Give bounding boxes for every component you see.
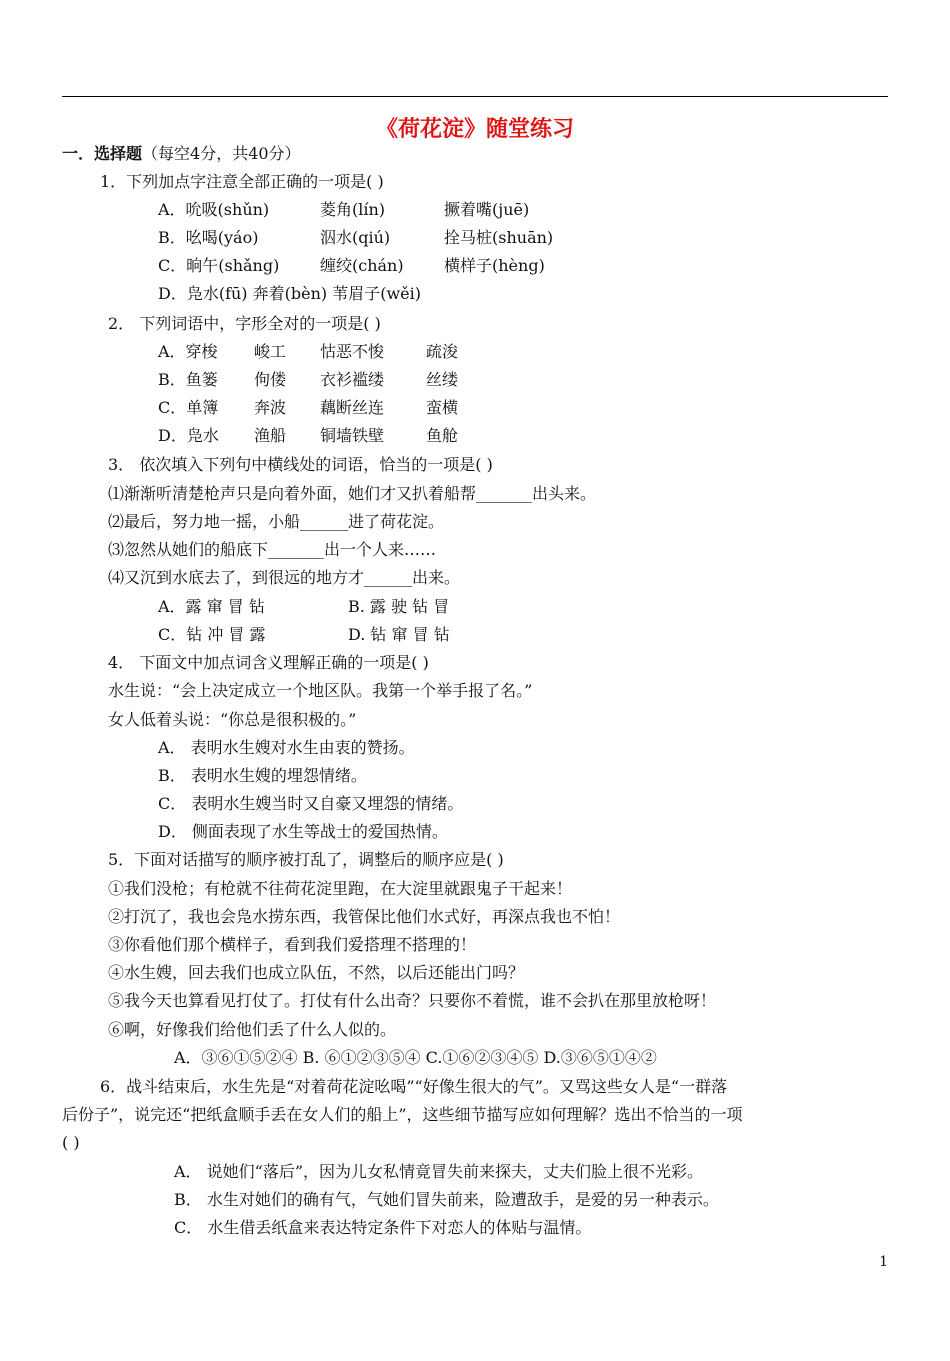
q3-sentence-1: ⑴渐渐听清楚枪声只是向着外面，她们才又扒着船帮_______出头来。 — [108, 484, 597, 503]
q1-option-c-2: 缠绞(chán) — [320, 256, 404, 275]
q3-stem: 3． 依次填入下列句中横线处的词语，恰当的一项是( ) — [108, 455, 493, 474]
page-title: 《荷花淀》随堂练习 — [375, 116, 574, 142]
q2-option-d-1: D．凫水 — [158, 426, 219, 445]
q2-option-a-3: 怙恶不悛 — [320, 342, 385, 361]
q2-option-b-2: 佝偻 — [254, 370, 287, 389]
q1-option-b-3: 拴马桩(shuān) — [444, 228, 554, 247]
q1-option-b-2: 泅水(qiú) — [320, 228, 391, 247]
q3-option-d: D. 钻 窜 冒 钻 — [348, 625, 450, 644]
q3-option-a: A．露 窜 冒 钻 — [158, 597, 265, 616]
q1-option-a-2: 菱角(lín) — [320, 200, 386, 219]
section-heading — [62, 144, 301, 164]
q4-quote-1: 水生说：“会上决定成立一个地区队。我第一个举手报了名。” — [108, 681, 533, 700]
q3-sentence-3: ⑶忽然从她们的船底下_______出一个人来…… — [108, 540, 437, 559]
q6-option-b: B． 水生对她们的确有气，气她们冒失前来，险遭敌手，是爱的另一种表示。 — [174, 1190, 719, 1209]
q2-option-d-4: 鱼舱 — [426, 426, 459, 445]
q2-option-c-4: 蛮横 — [426, 398, 459, 417]
section-heading-label: 一．选择题 — [62, 144, 143, 163]
section-heading-note: （每空4分，共40分） — [142, 144, 301, 163]
q6-stem-line-2: 后份子”，说完还“把纸盒顺手丢在女人们的船上”，这些细节描写应如何理解？选出不恰当的一项 — [62, 1105, 743, 1124]
q1-option-c-1: C．晌午(shǎng) — [158, 256, 280, 275]
q4-stem: 4． 下面文中加点词含义理解正确的一项是( ) — [108, 653, 429, 672]
q2-option-a-2: 峻工 — [254, 342, 287, 361]
q2-option-a-1: A．穿梭 — [158, 342, 218, 361]
q1-stem: 1．下列加点字注意全部正确的一项是( ) — [100, 172, 384, 191]
q2-option-a-4: 疏浚 — [426, 342, 459, 361]
q4-option-b: B． 表明水生嫂的埋怨情绪。 — [158, 766, 367, 785]
q1-option-a-1: A．吮吸(shǔn) — [158, 200, 270, 219]
q6-option-a: A． 说她们“落后”，因为儿女私情竟冒失前来探夫，丈夫们脸上很不光彩。 — [174, 1162, 704, 1181]
q4-quote-2: 女人低着头说：“你总是很积极的。” — [108, 710, 357, 729]
q5-item-4: ④水生嫂，回去我们也成立队伍，不然，以后还能出门吗？ — [108, 963, 525, 982]
q2-option-d-3: 铜墙铁壁 — [320, 426, 385, 445]
q2-option-b-3: 衣衫褴缕 — [320, 370, 385, 389]
q6-stem-line-3: ( ) — [62, 1133, 80, 1152]
q5-item-3: ③你看他们那个横样子，看到我们爱搭理不搭理的！ — [108, 935, 477, 954]
q4-option-d: D． 侧面表现了水生等战士的爱国热情。 — [158, 822, 448, 841]
q3-option-b: B. 露 驶 钻 冒 — [348, 597, 450, 616]
q2-option-d-2: 渔船 — [254, 426, 287, 445]
q1-option-a-3: 撅着嘴(juē) — [444, 200, 530, 219]
q5-item-6: ⑥啊，好像我们给他们丢了什么人似的。 — [108, 1020, 397, 1039]
q1-option-c-3: 横样子(hèng) — [444, 256, 545, 275]
header-rule — [62, 96, 888, 97]
q3-option-c: C．钻 冲 冒 露 — [158, 625, 266, 644]
page-number: 1 — [879, 1254, 888, 1270]
q4-option-a: A． 表明水生嫂对水生由衷的赞扬。 — [158, 738, 415, 757]
q3-sentence-2: ⑵最后，努力地一摇，小船______进了荷花淀。 — [108, 512, 445, 531]
q5-item-2: ②打沉了，我也会凫水捞东西，我管保比他们水式好，再深点我也不怕！ — [108, 907, 621, 926]
q2-option-c-2: 奔波 — [254, 398, 287, 417]
q6-stem-line-1: 6．战斗结束后，水生先是“对着荷花淀吆喝”“好像生很大的气”。又骂这些女人是“一群落 — [100, 1077, 728, 1096]
q2-option-b-4: 丝缕 — [426, 370, 459, 389]
q5-item-5: ⑤我今天也算看见打仗了。打仗有什么出奇？只要你不着慌，谁不会扒在那里放枪呀！ — [108, 991, 717, 1010]
q2-option-b-1: B．鱼篓 — [158, 370, 218, 389]
q2-option-c-1: C．单簿 — [158, 398, 219, 417]
q2-stem: 2． 下列词语中，字形全对的一项是( ) — [108, 314, 381, 333]
q5-item-1: ①我们没枪；有枪就不往荷花淀里跑，在大淀里就跟鬼子干起来！ — [108, 879, 573, 898]
q4-option-c: C． 表明水生嫂当时又自豪又埋怨的情绪。 — [158, 794, 464, 813]
q5-stem: 5．下面对话描写的顺序被打乱了，调整后的顺序应是( ) — [108, 850, 504, 869]
q1-option-b-1: B．吆喝(yáo) — [158, 228, 259, 247]
q1-option-d: D．凫水(fū) 奔着(bèn) 苇眉子(wěi) — [158, 284, 421, 303]
q3-sentence-4: ⑷又沉到水底去了，到很远的地方才______出来。 — [108, 568, 461, 587]
q2-option-c-3: 藕断丝连 — [320, 398, 385, 417]
q5-answer-options: A．③⑥①⑤②④ B. ⑥①②③⑤④ C.①⑥②③④⑤ D.③⑥⑤①④② — [174, 1048, 657, 1067]
q6-option-c: C． 水生借丢纸盒来表达特定条件下对恋人的体贴与温情。 — [174, 1218, 592, 1237]
